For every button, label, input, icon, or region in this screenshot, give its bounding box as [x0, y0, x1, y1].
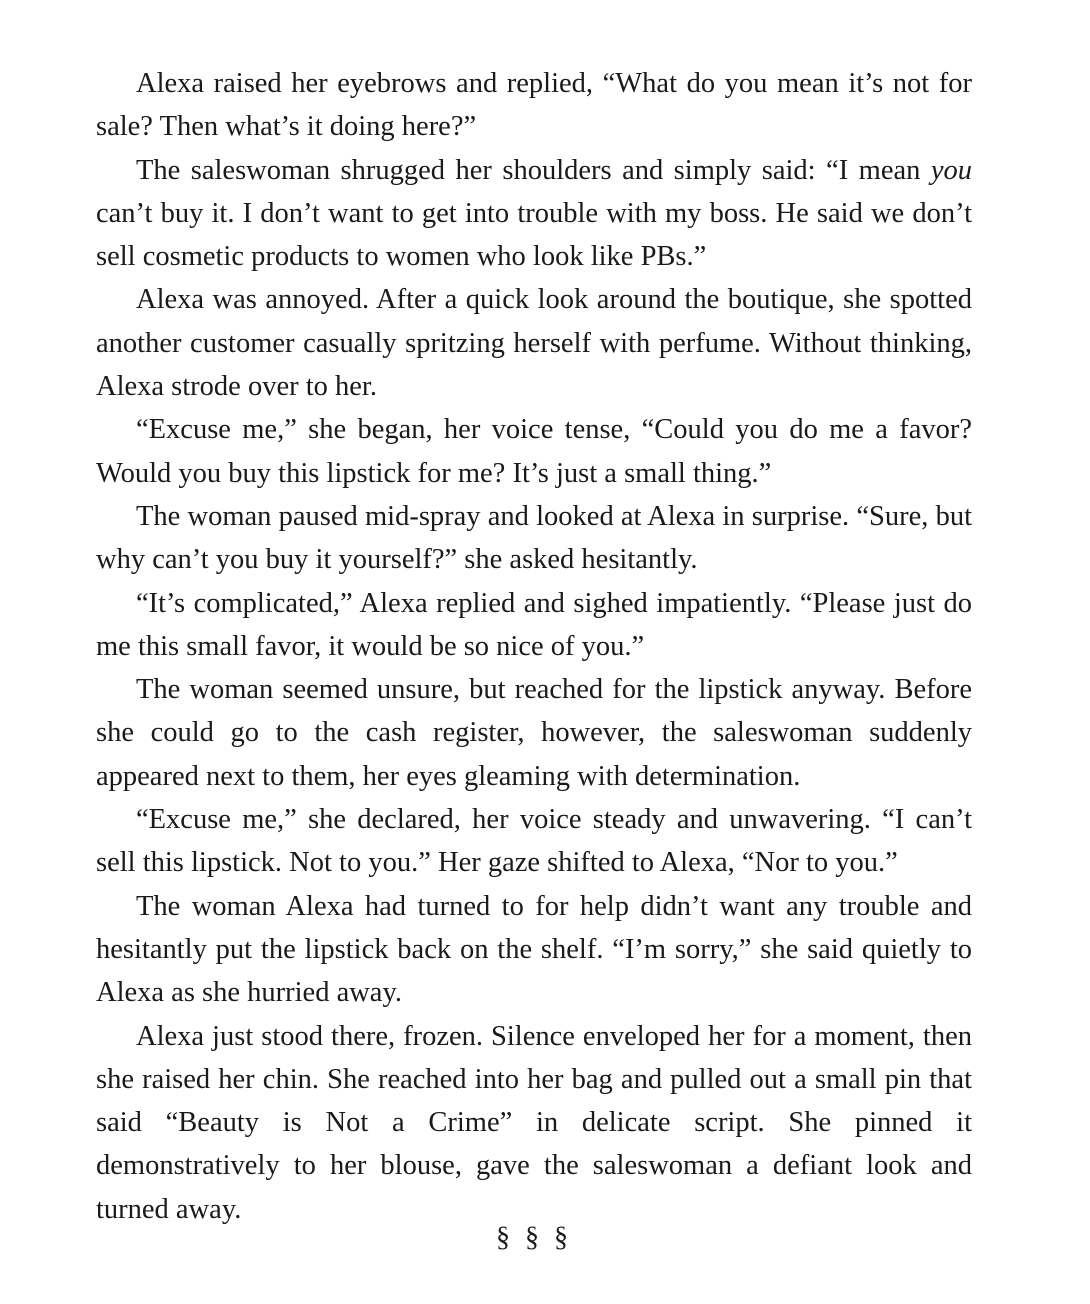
section-break-ornament: § § §	[496, 1222, 572, 1253]
paragraph-2-emphasis: you	[930, 154, 972, 186]
paragraph-2-before: The saleswoman shrugged her shoulders and simply said: “I mean	[136, 154, 931, 186]
paragraph-10: Alexa just stood there, frozen. Silence enveloped her for a moment, then she raised her chin. She reached into her bag and pulled out a small pin that said “Beauty is Not a Crime” in delicate script. She pinned it demonstratively to her blouse, gave the saleswoman a defiant look and turned away.	[96, 1020, 972, 1225]
paragraph-4: “Excuse me,” she began, her voice tense, “Could you do me a favor? Would you buy this lipstick for me? It’s just a small thing.”	[96, 414, 972, 489]
book-page-text	[96, 62, 972, 1231]
paragraph-6: “It’s complicated,” Alexa replied and sighed impatiently. “Please just do me this small favor, it would be so nice of you.”	[96, 587, 972, 662]
paragraph-1: Alexa raised her eyebrows and replied, “What do you mean it’s not for sale? Then what’s it doing here?”	[96, 68, 972, 143]
paragraph-7: The woman seemed unsure, but reached for the lipstick anyway. Before she could go to the cash register, however, the saleswoman suddenly appeared next to them, her eyes gleaming with determination.	[96, 674, 972, 792]
paragraph-2	[96, 149, 972, 279]
paragraph-3: Alexa was annoyed. After a quick look around the boutique, she spotted another customer casually spritzing herself with perfume. Without thinking, Alexa strode over to her.	[96, 284, 972, 403]
paragraph-8: “Excuse me,” she declared, her voice steady and unwavering. “I can’t sell this lipstick. Not to you.” Her gaze shifted to Alexa, “Nor to you.”	[96, 804, 972, 879]
paragraph-2-after: can’t buy it. I don’t want to get into trouble with my boss. He said we don’t sell cosmetic products to women who look like PBs.”	[96, 197, 972, 273]
paragraph-5: The woman paused mid-spray and looked at Alexa in surprise. “Sure, but why can’t you buy it yourself?” she asked hesitantly.	[96, 500, 972, 576]
paragraph-9: The woman Alexa had turned to for help didn’t want any trouble and hesitantly put the lipstick back on the shelf. “I’m sorry,” she said quietly to Alexa as she hurried away.	[96, 890, 972, 1009]
